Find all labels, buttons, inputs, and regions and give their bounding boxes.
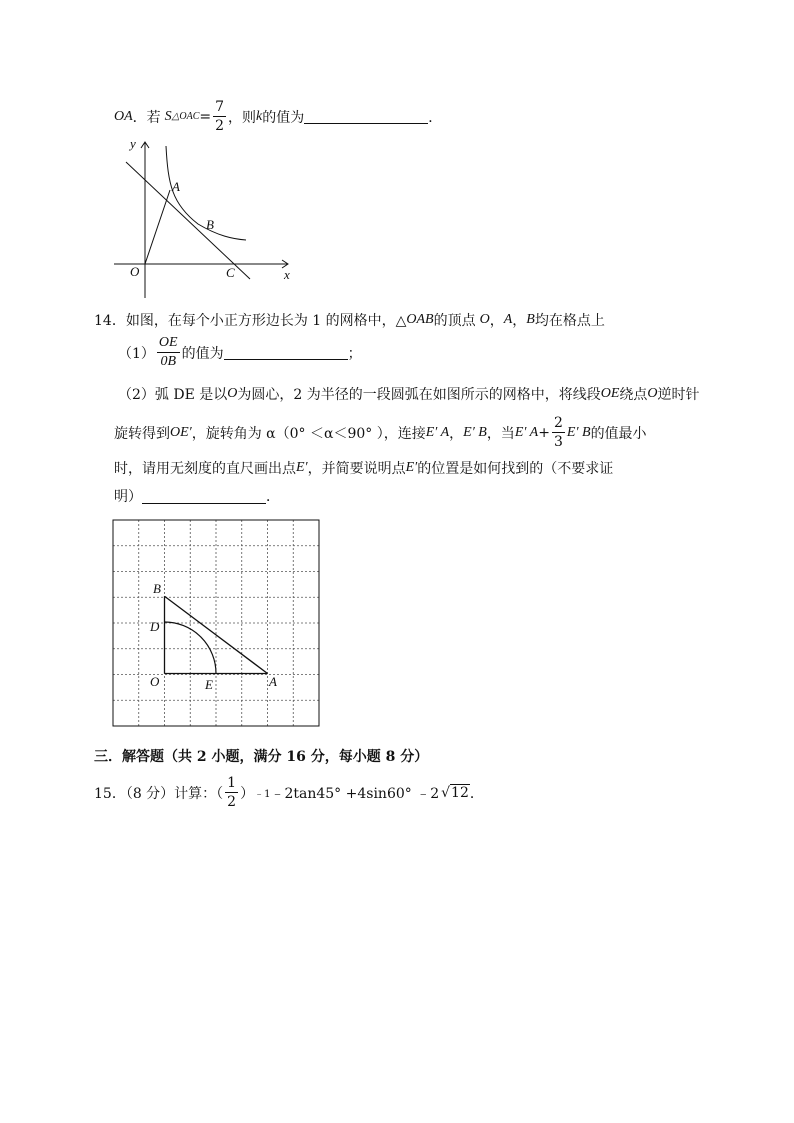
q14-p2-answer-blank[interactable]	[142, 489, 266, 504]
q14-p2-l2-plus: +	[538, 424, 550, 441]
q14-p2-l4-a: 明）	[114, 489, 142, 505]
q15-mid: ﹣2tan45° +4sin60° ﹣2	[270, 785, 440, 802]
label-c: C	[226, 265, 235, 280]
q15-end: ．	[469, 785, 484, 802]
q14-p2-l4-end: ．	[266, 489, 280, 505]
q13-tail: 的值为	[262, 109, 305, 126]
q15-frac-num: 1	[227, 775, 237, 791]
q14-p2-line2	[114, 416, 647, 449]
q14-p2-l2-c: ，	[449, 425, 464, 442]
q15-exponent: ﹣1	[254, 789, 271, 800]
q15-radical-sign: √	[441, 784, 451, 801]
q14-stem	[94, 310, 605, 330]
grid-label-b: B	[153, 581, 161, 596]
q14-p2-l1-b: 为圆心，2 为半径的一段圆弧在如图所示的网格中，将线段	[237, 387, 601, 403]
q14-p2-l3-b: ，并简要说明点	[307, 461, 406, 477]
q13-ze: ，则	[228, 109, 257, 126]
q14-p2-frac-num: 2	[553, 415, 563, 431]
q14-p2-l2-a: 旋转得到	[114, 425, 170, 442]
q13-s-sub: △OAC	[171, 111, 200, 122]
q14-p1-end: ；	[347, 345, 362, 362]
grid-label-o: O	[150, 674, 160, 689]
q14-p2-line3	[114, 458, 613, 478]
q13-frac-num: 7	[215, 99, 225, 115]
q13-eq: =	[199, 108, 212, 125]
q14-p2-l2-e2: E′ B	[463, 424, 487, 440]
q15-radicand: 12	[451, 785, 469, 801]
q14-stem-text: 14．如图，在每个小正方形边长为 1 的网格中，△	[94, 313, 407, 329]
q14-comma2: ，	[512, 313, 527, 329]
q15-line	[94, 776, 484, 809]
q14-p1-num: OE	[157, 336, 180, 353]
q14-p2-l2-e4: E′ B	[566, 424, 591, 440]
q14-grid-figure	[112, 519, 322, 729]
q14-p2-l1-oe: OE	[600, 386, 620, 401]
q14-stem-text2: 的顶点	[433, 313, 476, 329]
q14-p1-pre: （1）	[118, 345, 155, 362]
grid-label-d: D	[150, 619, 160, 634]
q14-stem-text3: 均在格点上	[534, 313, 605, 329]
q14-p2-fraction	[552, 416, 565, 449]
q14-p2-l2-oe: OE′	[170, 424, 192, 440]
q14-p2-l1-o: O	[227, 386, 238, 401]
q14-p2-frac-den: 3	[553, 434, 563, 450]
q14-p2-l2-b: ，旋转角为 α（0° ＜α＜90° ），连接	[191, 425, 426, 442]
q14-p2-line1	[118, 384, 700, 404]
q13-ruo: ．若	[132, 109, 161, 126]
q15-post: ）	[240, 785, 255, 802]
q14-p2-l1-d: 逆时针	[657, 387, 700, 403]
q14-comma1: ，	[489, 313, 504, 329]
q14-p2-l1-a: （2）弧 DE 是以	[118, 387, 228, 403]
label-a: A	[172, 179, 180, 194]
q14-p1-answer-blank[interactable]	[224, 345, 348, 360]
q14-p2-l2-d: ，当	[486, 425, 515, 442]
grid-label-e: E	[205, 677, 213, 692]
grid-lines	[113, 520, 319, 726]
q13-answer-blank[interactable]	[304, 109, 428, 124]
q14-p2-l3-c: 的位置是如何找到的（不要求证	[417, 461, 614, 477]
label-x: x	[284, 267, 290, 282]
q14-p1-tail: 的值为	[181, 345, 224, 362]
q14-p1-fraction	[157, 336, 180, 369]
q14-p2-l1-o2: O	[647, 386, 658, 401]
q15-fraction	[225, 776, 238, 809]
q13-frac-den: 2	[215, 118, 225, 134]
section3-title-text: 三．解答题（共 2 小题，满分 16 分，每小题 8 分）	[94, 749, 429, 765]
q14-b: B	[526, 312, 535, 327]
q15-pre: 15．（8 分）计算：（	[94, 785, 224, 802]
q14-o: O	[479, 312, 490, 327]
q14-p2-l2-e: 的值最小	[590, 425, 647, 442]
q13-k: k	[256, 108, 263, 124]
q14-p2-l1-c: 绕点	[619, 387, 648, 403]
q13-oa: OA	[114, 108, 133, 124]
q14-part1	[118, 336, 362, 369]
q14-p2-l3-e: E′	[296, 460, 308, 475]
q14-p2-l2-e3: E′ A	[514, 424, 539, 440]
q14-oab: OAB	[406, 312, 434, 327]
q13-line	[114, 100, 442, 133]
label-o: O	[130, 264, 140, 279]
section3-title	[94, 746, 428, 766]
q14-p2-l3-e2: E′	[405, 460, 418, 475]
q13-graph	[108, 134, 298, 304]
q13-s: S	[164, 108, 172, 124]
q14-p2-l2-e1: E′ A	[425, 424, 450, 440]
segment-oa	[145, 190, 170, 264]
label-b: B	[206, 217, 214, 232]
grid-border	[113, 520, 319, 726]
label-y: y	[130, 136, 136, 151]
q13-fraction	[213, 100, 226, 133]
grid-label-a: A	[269, 674, 277, 689]
q14-p2-line4	[114, 486, 280, 506]
q13-end: ．	[428, 109, 443, 126]
q14-a: A	[503, 312, 513, 327]
q15-frac-den: 2	[227, 794, 237, 810]
q14-p1-den: 0B	[160, 354, 177, 369]
q14-p2-l3-a: 时，请用无刻度的直尺画出点	[114, 461, 296, 477]
